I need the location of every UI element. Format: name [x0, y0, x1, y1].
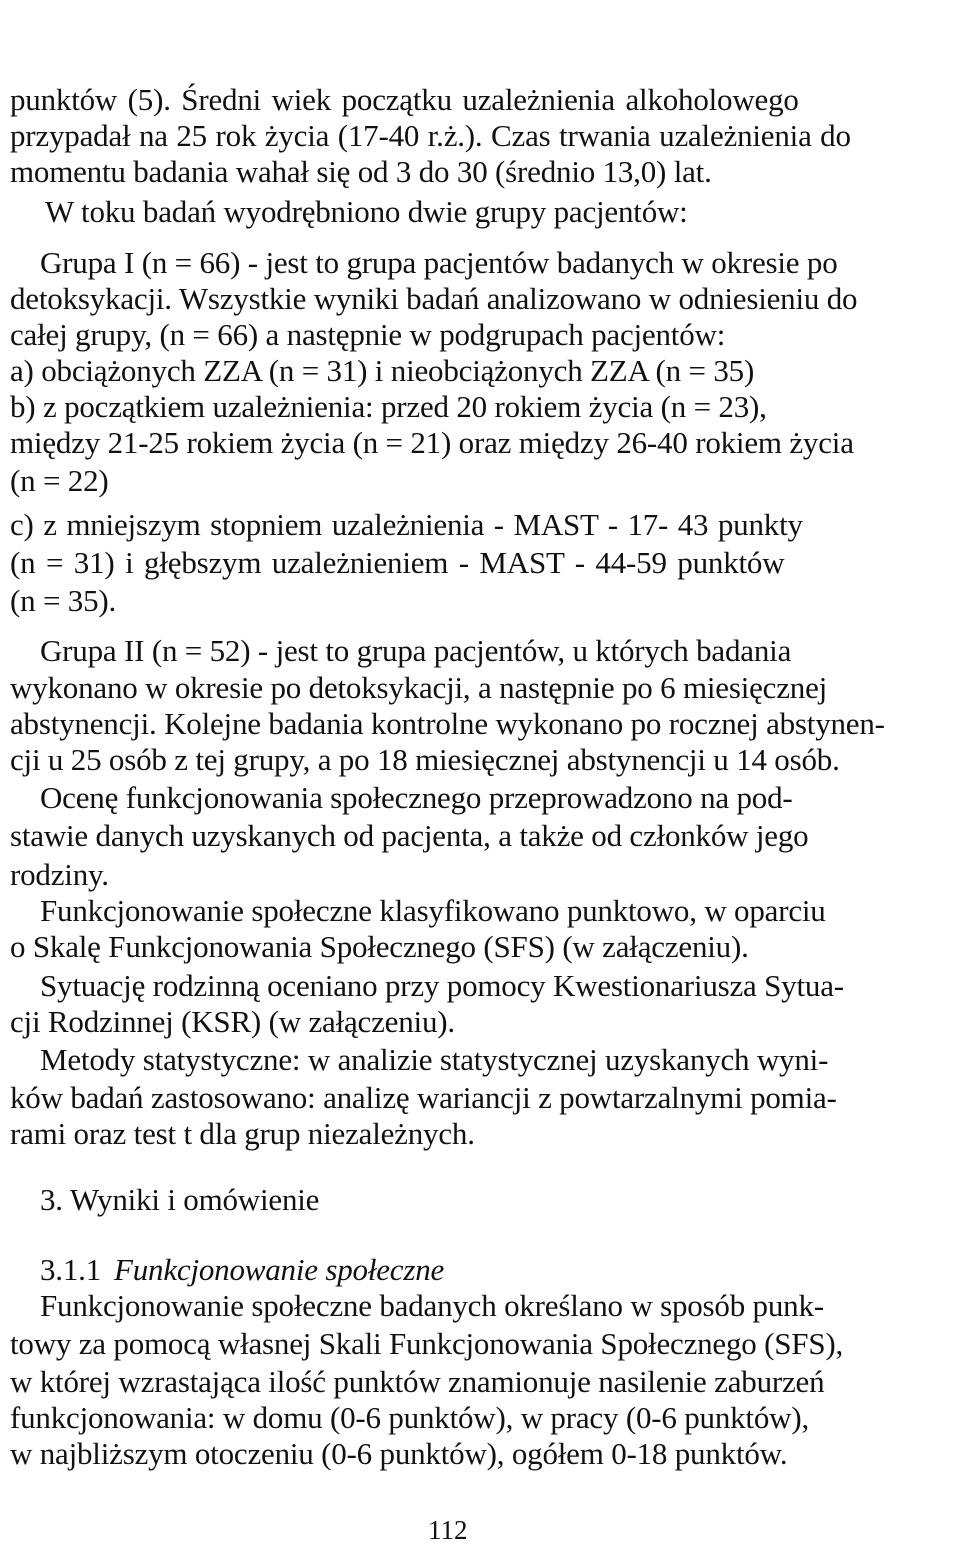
- text-line-10: między 21-25 rokiem życia (n = 21) oraz między 26-40 rokiem życia: [10, 425, 854, 460]
- text-line-13: (n = 31) i głębszym uzależnieniem - MAST - 44-59 punktów: [10, 545, 785, 580]
- text-line-7: całej grupy, (n = 66) a następnie w podgrupach pacjentów:: [10, 317, 726, 352]
- text-line-5: Grupa I (n = 66) - jest to grupa pacjentów badanych w okresie po: [40, 245, 838, 280]
- text-line-16: wykonano w okresie po detoksykacji, a następnie po 6 miesięcznej: [10, 670, 828, 705]
- text-line-21: rodziny.: [10, 857, 109, 892]
- text-line-15: Grupa II (n = 52) - jest to grupa pacjentów, u których badania: [40, 633, 792, 668]
- text-line-26: Metody statystyczne: w analizie statystycznej uzyskanych wyni-: [40, 1042, 829, 1077]
- text-line-32: Funkcjonowanie społeczne badanych określano w sposób punk-: [40, 1288, 824, 1323]
- text-line-2: przypadał na 25 rok życia (17-40 r.ż.). Czas trwania uzależnienia do: [10, 118, 851, 153]
- text-line-14: (n = 35).: [10, 583, 117, 618]
- text-line-6: detoksykacji. Wszystkie wyniki badań analizowano w odniesieniu do: [10, 281, 858, 316]
- text-line-27: ków badań zastosowano: analizę wariancji z powtarzalnymi pomia-: [10, 1080, 837, 1115]
- text-line-20: stawie danych uzyskanych od pacjenta, a także od członków jego: [10, 818, 809, 853]
- text-line-12: c) z mniejszym stopniem uzależnienia - MAST - 17- 43 punkty: [10, 507, 803, 542]
- text-line-3: momentu badania wahał się od 3 do 30 (średnio 13,0) lat.: [10, 154, 712, 189]
- text-line-18: cji u 25 osób z tej grupy, a po 18 miesięcznej abstynencji u 14 osób.: [10, 742, 840, 777]
- text-line-34: w której wzrastająca ilość punktów znamionuje nasilenie zaburzeń: [10, 1364, 825, 1399]
- text-line-1: punktów (5). Średni wiek początku uzależnienia alkoholowego: [10, 82, 799, 117]
- text-line-9: b) z początkiem uzależnienia: przed 20 rokiem życia (n = 23),: [10, 389, 767, 424]
- subsection-number: 3.1.1: [40, 1252, 102, 1287]
- text-line-24: Sytuację rodzinną oceniano przy pomocy Kwestionariusza Sytua-: [40, 968, 844, 1003]
- text-line-35: funkcjonowania: w domu (0-6 punktów), w pracy (0-6 punktów),: [10, 1400, 809, 1435]
- text-line-19: Ocenę funkcjonowania społecznego przeprowadzono na pod-: [40, 780, 793, 815]
- text-line-33: towy za pomocą własnej Skali Funkcjonowania Społecznego (SFS),: [10, 1326, 844, 1361]
- text-line-23: o Skalę Funkcjonowania Społecznego (SFS) (w załączeniu).: [10, 929, 749, 964]
- text-line-36: w najbliższym otoczeniu (0-6 punktów), ogółem 0-18 punktów.: [10, 1436, 788, 1471]
- section-heading: 3. Wyniki i omówienie: [40, 1182, 320, 1217]
- text-line-11: (n = 22): [10, 463, 109, 498]
- text-line-28: rami oraz test t dla grup niezależnych.: [10, 1116, 475, 1151]
- page-number: 112: [428, 1515, 468, 1545]
- subsection-title: Funkcjonowanie społeczne: [114, 1252, 445, 1287]
- text-line-17: abstynencji. Kolejne badania kontrolne wykonano po rocznej abstynen-: [10, 706, 885, 741]
- text-line-22: Funkcjonowanie społeczne klasyfikowano punktowo, w oparciu: [40, 893, 826, 928]
- text-line-25: cji Rodzinnej (KSR) (w załączeniu).: [10, 1004, 455, 1039]
- text-line-8: a) obciążonych ZZA (n = 31) i nieobciążonych ZZA (n = 35): [10, 353, 755, 388]
- text-line-4: W toku badań wyodrębniono dwie grupy pacjentów:: [45, 194, 688, 229]
